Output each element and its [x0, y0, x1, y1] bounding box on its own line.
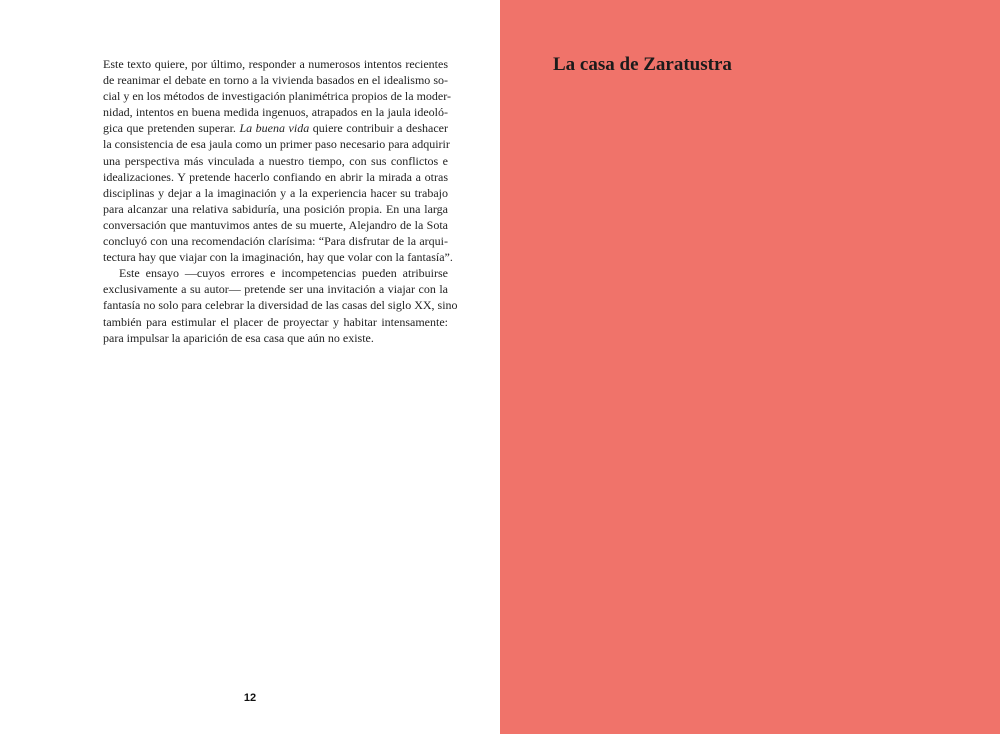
text-line: la consistencia de esa jaula como un primer paso necesario para adquirir: [103, 137, 450, 152]
body-text: [103, 56, 458, 346]
text-line: fantasía no solo para celebrar la diversidad de las casas del siglo XX, sino: [103, 298, 458, 313]
paragraph-1: [103, 56, 453, 265]
text-line: cial y en los métodos de investigación planimétrica propios de la moder-: [103, 89, 451, 104]
text-line: de reanimar el debate en torno a la vivienda basados en el idealismo so-: [103, 73, 448, 88]
text-line: Este ensayo —cuyos errores e incompetencias pueden atribuirse: [119, 266, 448, 281]
text-line: tectura hay que viajar con la imaginación, hay que volar con la fantasía”.: [103, 250, 453, 265]
text-line: Este texto quiere, por último, responder a numerosos intentos recientes: [103, 57, 448, 71]
text-run: quiere contribuir a deshacer: [309, 121, 448, 136]
paragraph-2: [103, 265, 458, 345]
right-page: [500, 0, 1000, 734]
text-line: para impulsar la aparición de esa casa que aún no existe.: [103, 330, 374, 345]
page-number: 12: [243, 692, 257, 704]
text-line: idealizaciones. Y pretende hacerlo confiando en abrir la mirada a otras: [103, 169, 448, 184]
text-line: concluyó con una recomendación clarísima: “Para disfrutar de la arqui-: [103, 234, 448, 249]
text-line: [103, 120, 448, 136]
text-line: conversación que mantuvimos antes de su muerte, Alejandro de la Sota: [103, 217, 448, 232]
text-line: disciplinas y dejar a la imaginación y a la experiencia hacer su trabajo: [103, 185, 448, 200]
text-line: para alcanzar una relativa sabiduría, una posición propia. En una larga: [103, 201, 448, 216]
text-line: exclusivamente a su autor— pretende ser una invitación a viajar con la: [103, 282, 448, 297]
text-line: nidad, intentos en buena medida ingenuos, atrapados en la jaula ideoló-: [103, 105, 448, 120]
chapter-title: La casa de Zaratustra: [553, 54, 732, 75]
text-line: una perspectiva más vinculada a nuestro tiempo, con sus conflictos e: [103, 153, 448, 168]
book-title-italic: La buena vida: [239, 121, 310, 136]
text-line: también para estimular el placer de proyectar y habitar intensamente:: [103, 314, 448, 329]
text-run: gica que pretenden superar.: [103, 121, 240, 136]
